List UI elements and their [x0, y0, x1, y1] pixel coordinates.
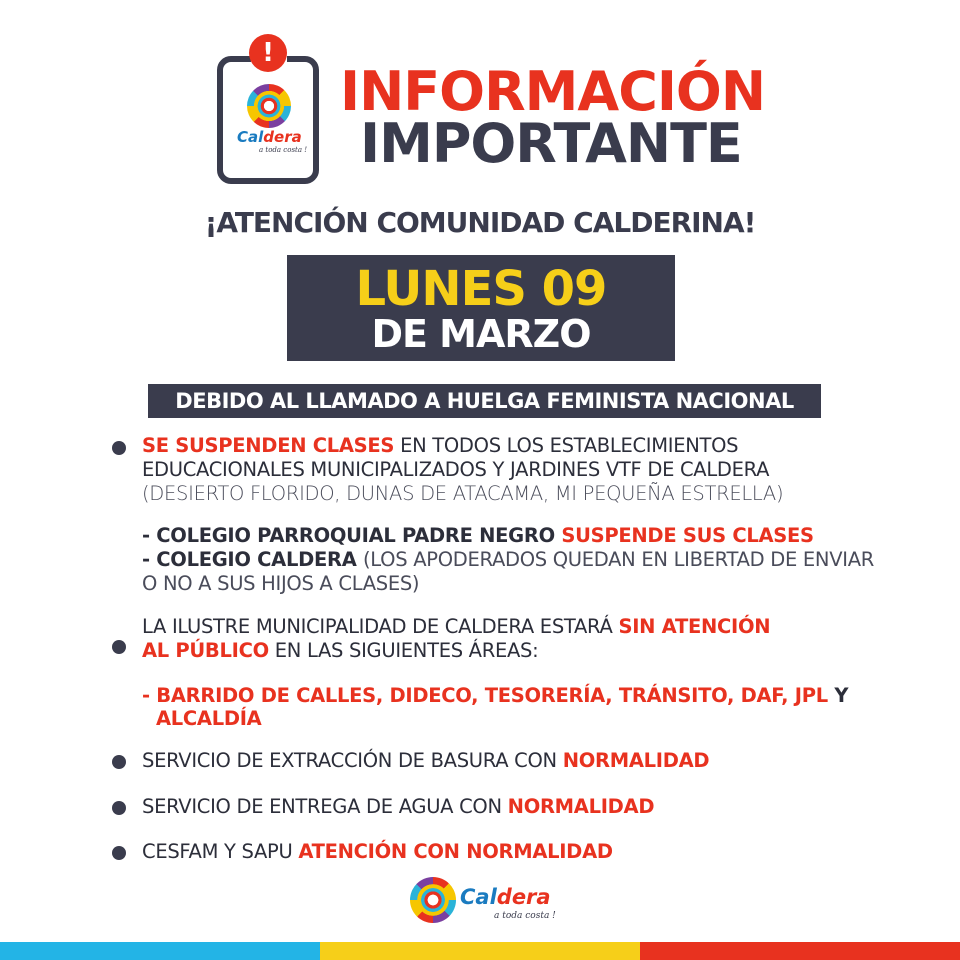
school-caldera: - COLEGIO CALDERA (LOS APODERADOS QUEDAN EN LIBERTAD DE ENVIAR [142, 548, 874, 571]
municipality-areas: - BARRIDO DE CALLES, DIDECO, TESORERÍA, TRÁNSITO, DAF, JPL Y [142, 684, 849, 707]
date-banner [287, 255, 675, 361]
item-health-centers: CESFAM Y SAPU ATENCIÓN CON NORMALIDAD [142, 840, 613, 863]
title-line-1: INFORMACIÓN [340, 60, 766, 123]
header-logo-tagline: a toda costa ! [259, 146, 308, 154]
stripe-red [640, 942, 960, 960]
item-garbage-service: SERVICIO DE EXTRACCIÓN DE BASURA CON NORMALIDAD [142, 749, 710, 772]
attention-heading: ¡ATENCIÓN COMUNIDAD CALDERINA! [204, 206, 756, 239]
item-schools-line-2: EDUCACIONALES MUNICIPALIZADOS Y JARDINES VTF DE CALDERA [142, 458, 770, 481]
municipality-areas-line-2: ALCALDÍA [156, 707, 262, 730]
bullet-icon [112, 801, 126, 815]
reason-banner: DEBIDO AL LLAMADO A HUELGA FEMINISTA NACIONAL [148, 384, 821, 418]
bullet-icon [112, 441, 126, 455]
item-water-service: SERVICIO DE ENTREGA DE AGUA CON NORMALIDAD [142, 795, 655, 818]
stripe-cyan [0, 942, 320, 960]
footer-sun-logo-icon [410, 877, 456, 923]
date-month: DE MARZO [371, 312, 591, 356]
caldera-sun-logo-icon [247, 84, 291, 128]
school-parroquial: - COLEGIO PARROQUIAL PADRE NEGRO SUSPENDE SUS CLASES [142, 524, 814, 547]
bullet-icon [112, 755, 126, 769]
date-day: LUNES 09 [355, 261, 607, 317]
item-municipality-line-2: AL PÚBLICO EN LAS SIGUIENTES ÁREAS: [142, 639, 539, 662]
footer-logo-wordmark: Caldera [460, 885, 551, 909]
title-line-2: IMPORTANTE [360, 112, 742, 175]
item-schools-line-3: (DESIERTO FLORIDO, DUNAS DE ATACAMA, MI PEQUEÑA ESTRELLA) [142, 482, 784, 505]
item-schools-line-1: SE SUSPENDEN CLASES EN TODOS LOS ESTABLECIMIENTOS [142, 434, 739, 457]
bullet-icon [112, 846, 126, 860]
school-caldera-note: O NO A SUS HIJOS A CLASES) [142, 572, 420, 595]
header-logo-wordmark: Caldera [237, 128, 302, 146]
stripe-yellow [320, 942, 640, 960]
bullet-icon [112, 640, 126, 654]
footer-logo-tagline: a toda costa ! [494, 911, 556, 921]
alert-icon: ! [249, 34, 287, 72]
item-municipality-line-1: LA ILUSTRE MUNICIPALIDAD DE CALDERA ESTARÁ SIN ATENCIÓN [142, 615, 771, 638]
clipboard-icon [217, 38, 319, 184]
